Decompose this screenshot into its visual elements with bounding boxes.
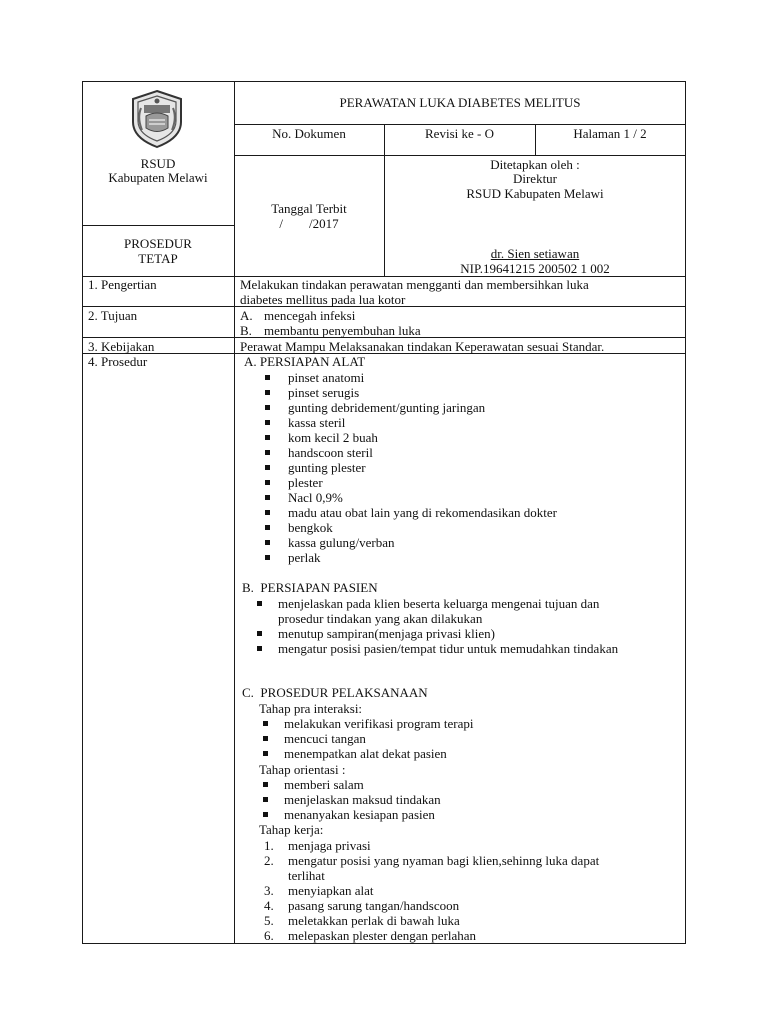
procedure-type-line1: PROSEDUR — [124, 236, 192, 251]
list-item: madu atau obat lain yang di rekomendasikan dokter — [288, 505, 557, 520]
table-border-bottom — [82, 943, 686, 944]
tujuan-b-text: membantu penyembuhan luka — [264, 323, 421, 338]
list-item: menanyakan kesiapan pasien — [284, 807, 435, 822]
list-item: kom kecil 2 buah — [288, 430, 378, 445]
list-item: menutup sampiran(menjaga privasi klien) — [278, 626, 495, 641]
step-text: menjaga privasi — [288, 838, 371, 853]
list-item: Nacl 0,9% — [288, 490, 343, 505]
list-item: pinset anatomi — [288, 370, 365, 385]
list-item: pinset serugis — [288, 385, 360, 400]
document-title: PERAWATAN LUKA DIABETES MELITUS — [339, 95, 581, 110]
step-number: 5. — [264, 913, 274, 928]
table-border-left — [82, 81, 83, 944]
set-by-institution: RSUD Kabupaten Melawi — [466, 186, 604, 201]
persiapan-alat-heading: A. PERSIAPAN ALAT — [244, 354, 366, 369]
doc-number-label: No. Dokumen — [272, 126, 346, 141]
list-item: perlak — [288, 550, 321, 565]
signer-nip: NIP.19641215 200502 1 002 — [460, 261, 610, 276]
tujuan-label: 2. Tujuan — [88, 308, 138, 323]
row-line-docno — [234, 155, 686, 156]
page-indicator: Halaman 1 / 2 — [573, 126, 647, 141]
tahap-orientasi-label: Tahap orientasi : — [259, 762, 346, 777]
list-item: menempatkan alat dekat pasien — [284, 746, 447, 761]
list-item: menjelaskan maksud tindakan — [284, 792, 441, 807]
list-item: plester — [288, 475, 323, 490]
list-item: mengatur posisi pasien/tempat tidur untuk memudahkan tindakan — [278, 641, 619, 656]
signer-name: dr. Sien setiawan — [490, 246, 580, 261]
tujuan-b-marker: B. — [240, 323, 252, 338]
table-border-top — [82, 81, 686, 82]
row-line-logo — [82, 225, 234, 226]
tujuan-a-text: mencegah infeksi — [264, 308, 356, 323]
row-line-title — [234, 124, 686, 125]
step-text: menyiapkan alat — [288, 883, 374, 898]
list-item: memberi salam — [284, 777, 364, 792]
list-item: gunting debridement/gunting jaringan — [288, 400, 486, 415]
prosedur-label: 4. Prosedur — [88, 354, 148, 369]
list-item: kassa steril — [288, 415, 346, 430]
pengertian-text-line1: Melakukan tindakan perawatan mengganti dan membersihkan luka — [240, 277, 589, 292]
set-by-label: Ditetapkan oleh : — [490, 157, 580, 172]
pelaksanaan-heading: C. PROSEDUR PELAKSANAAN — [242, 685, 428, 700]
persiapan-pasien-heading: B. PERSIAPAN PASIEN — [242, 580, 378, 595]
step-number: 3. — [264, 883, 274, 898]
rsud-emblem-logo — [127, 88, 187, 150]
step-text-continuation: terlihat — [288, 868, 325, 883]
step-text: melepaskan plester dengan perlahan — [288, 928, 477, 943]
step-text: mengatur posisi yang nyaman bagi klien,sehinng luka dapat — [288, 853, 600, 868]
step-text: pasang sarung tangan/handscoon — [288, 898, 460, 913]
step-number: 2. — [264, 853, 274, 868]
step-number: 6. — [264, 928, 274, 943]
pengertian-text-line2: diabetes mellitus pada lua kotor — [240, 292, 406, 307]
procedure-type-line2: TETAP — [138, 251, 178, 266]
kebijakan-text: Perawat Mampu Melaksanakan tindakan Keperawatan sesuai Standar. — [240, 339, 605, 354]
list-item-continuation: prosedur tindakan yang akan dilakukan — [278, 611, 483, 626]
set-by-title: Direktur — [512, 171, 558, 186]
step-number: 1. — [264, 838, 274, 853]
step-text: meletakkan perlak di bawah luka — [288, 913, 460, 928]
revision-label: Revisi ke - O — [425, 126, 494, 141]
issue-date-value: / /2017 — [279, 216, 339, 231]
list-item: kassa gulung/verban — [288, 535, 395, 550]
tujuan-a-marker: A. — [240, 308, 253, 323]
list-item: melakukan verifikasi program terapi — [284, 716, 474, 731]
step-number: 4. — [264, 898, 274, 913]
institution-region: Kabupaten Melawi — [108, 170, 208, 185]
kebijakan-label: 3. Kebijakan — [88, 339, 155, 354]
tahap-pra-interaksi-label: Tahap pra interaksi: — [259, 701, 363, 716]
list-item: menjelaskan pada klien beserta keluarga mengenai tujuan dan — [278, 596, 600, 611]
list-item: gunting plester — [288, 460, 366, 475]
pengertian-label: 1. Pengertian — [88, 277, 157, 292]
issue-date-label: Tanggal Terbit — [271, 201, 347, 216]
list-item: bengkok — [288, 520, 333, 535]
tahap-kerja-label: Tahap kerja: — [259, 822, 324, 837]
institution-name: RSUD — [140, 156, 176, 171]
table-border-right — [685, 81, 686, 944]
list-item: mencuci tangan — [284, 731, 366, 746]
list-item: handscoon steril — [288, 445, 373, 460]
